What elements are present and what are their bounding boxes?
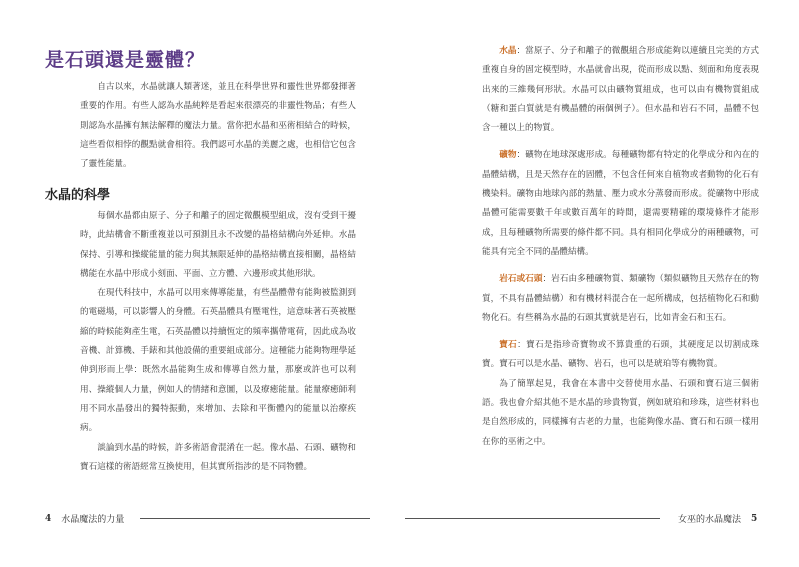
closing-paragraph: 為了簡單起見，我會在本書中交替使用水晶、石頭和寶石這三個術語。我也會介紹其他不是水晶的珍貴物質，例如琥珀和珍珠，這些材料也是自然形成的，同樣擁有古老的力量，也能夠像水晶、寶石和石頭一樣用在你的巫術之中。	[482, 378, 759, 447]
definition-crystal	[482, 42, 759, 138]
definition-term: 礦物	[499, 150, 517, 161]
page-title: 是石頭還是靈體？	[45, 49, 206, 71]
section-heading: 水晶的科學	[45, 188, 111, 203]
science-paragraph-1: 每個水晶都由原子、分子和離子的固定微觀模型組成，沒有受到干擾時，此結構會不斷重複並以可預測且永不改變的晶格結構向外延伸。水晶保持、引導和操縱能量的能力與其無限延伸的晶格結構直接相關，晶格結構能在水晶中形成小刻面、平面、立方體、六邊形或其他形狀。	[80, 211, 356, 279]
science-paragraph-2: 在現代科技中，水晶可以用來傳導能量，有些晶體帶有能夠被監測到的電磁場，可以影響人的身體。石英晶體具有壓電性，這意味著石英被壓縮的時候能夠產生電，石英晶體以持續恆定的頻率攜帶電荷，因此成為收音機、計算機、手錶和其他設備的重要組成部分。這種能力能夠物理學延伸到形而上學：既然水晶能夠生成和傳導自然力量，那麼或許也可以利用、操縱個人力量，例如人的情緒和意圖，以及療癒能量。能量療癒師利用不同水晶發出的獨特振動，來增加、去除和平衡體內的能量以治療疾病。	[80, 288, 356, 434]
footer-rule-right	[405, 518, 660, 519]
page-number-right: 5	[751, 513, 758, 524]
definition-text: ：岩石由多種礦物質、類礦物（類似礦物且天然存在的物質，不具有晶體結構）和有機材料混合在一起所構成，包括植物化石和動物化石。有些稱為水晶的石頭其實就是岩石，比如青金石和玉石。	[482, 274, 759, 323]
definition-term: 水晶	[499, 46, 517, 56]
right-page	[400, 0, 799, 567]
footer-rule-left	[140, 518, 370, 519]
definition-rock	[482, 270, 759, 328]
science-section	[80, 207, 356, 477]
left-footer	[45, 512, 124, 525]
right-footer	[678, 512, 757, 525]
intro-text: 自古以來，水晶就讓人類著迷，並且在科學世界和靈性世界都發揮著重要的作用。有些人認為水晶純粹是看起來很漂亮的非靈性物品；有些人則認為水晶擁有無法解釋的魔法力量。當你把水晶和巫術相結合的時候，這些看似相悖的觀點就會相符。我們認可水晶的美麗之處，也相信它包含了靈性能量。	[80, 82, 356, 170]
definition-text: ：礦物在地球深處形成。每種礦物都有特定的化學成分和內在的晶體結構，且是天然存在的固體，不包含任何來自植物或者動物的化石有機染料。礦物由地球內部的熱量、壓力或水分蒸發而形成。從礦物中形成晶體可能需要數千年或數百萬年的時間，還需要精確的環境條件才能形成，且每種礦物所需要的條件都不同。具有相同化學成分的兩種礦物，可能具有完全不同的晶體結構。	[482, 150, 759, 257]
definition-text: ：寶石是指珍奇寶物或不算貴重的石頭，其硬度足以切割成珠寶。寶石可以是水晶、礦物、岩石，也可以是琥珀等有機物質。	[482, 340, 759, 370]
page-number-left: 4	[45, 513, 52, 524]
running-head-right: 女巫的水晶魔法	[678, 515, 742, 525]
running-head-left: 水晶魔法的力量	[61, 515, 125, 525]
definition-term: 寶石	[499, 340, 518, 351]
definition-gemstone	[482, 336, 759, 375]
definition-term: 岩石或石頭	[499, 274, 543, 285]
definition-text: ：當原子、分子和離子的微觀組合形成能夠以連續且完美的方式重複自身的固定模型時，水晶就會出現，從而形成以點、刻面和角度表現出來的三維幾何形狀。水晶可以由礦物質組成，也可以由有機物質組成（糖和蛋白質就是有機晶體的兩個例子）。但水晶和岩石不同，晶體不包含一種以上的物質。	[482, 46, 759, 134]
definition-mineral	[482, 146, 759, 262]
intro-paragraph	[80, 78, 356, 174]
science-paragraph-3: 談論到水晶的時候，許多術語會混淆在一起。像水晶、石頭、礦物和寶石這樣的術語經常互換使用，但其實所指涉的是不同物體。	[80, 442, 356, 472]
definitions-section	[482, 42, 759, 452]
